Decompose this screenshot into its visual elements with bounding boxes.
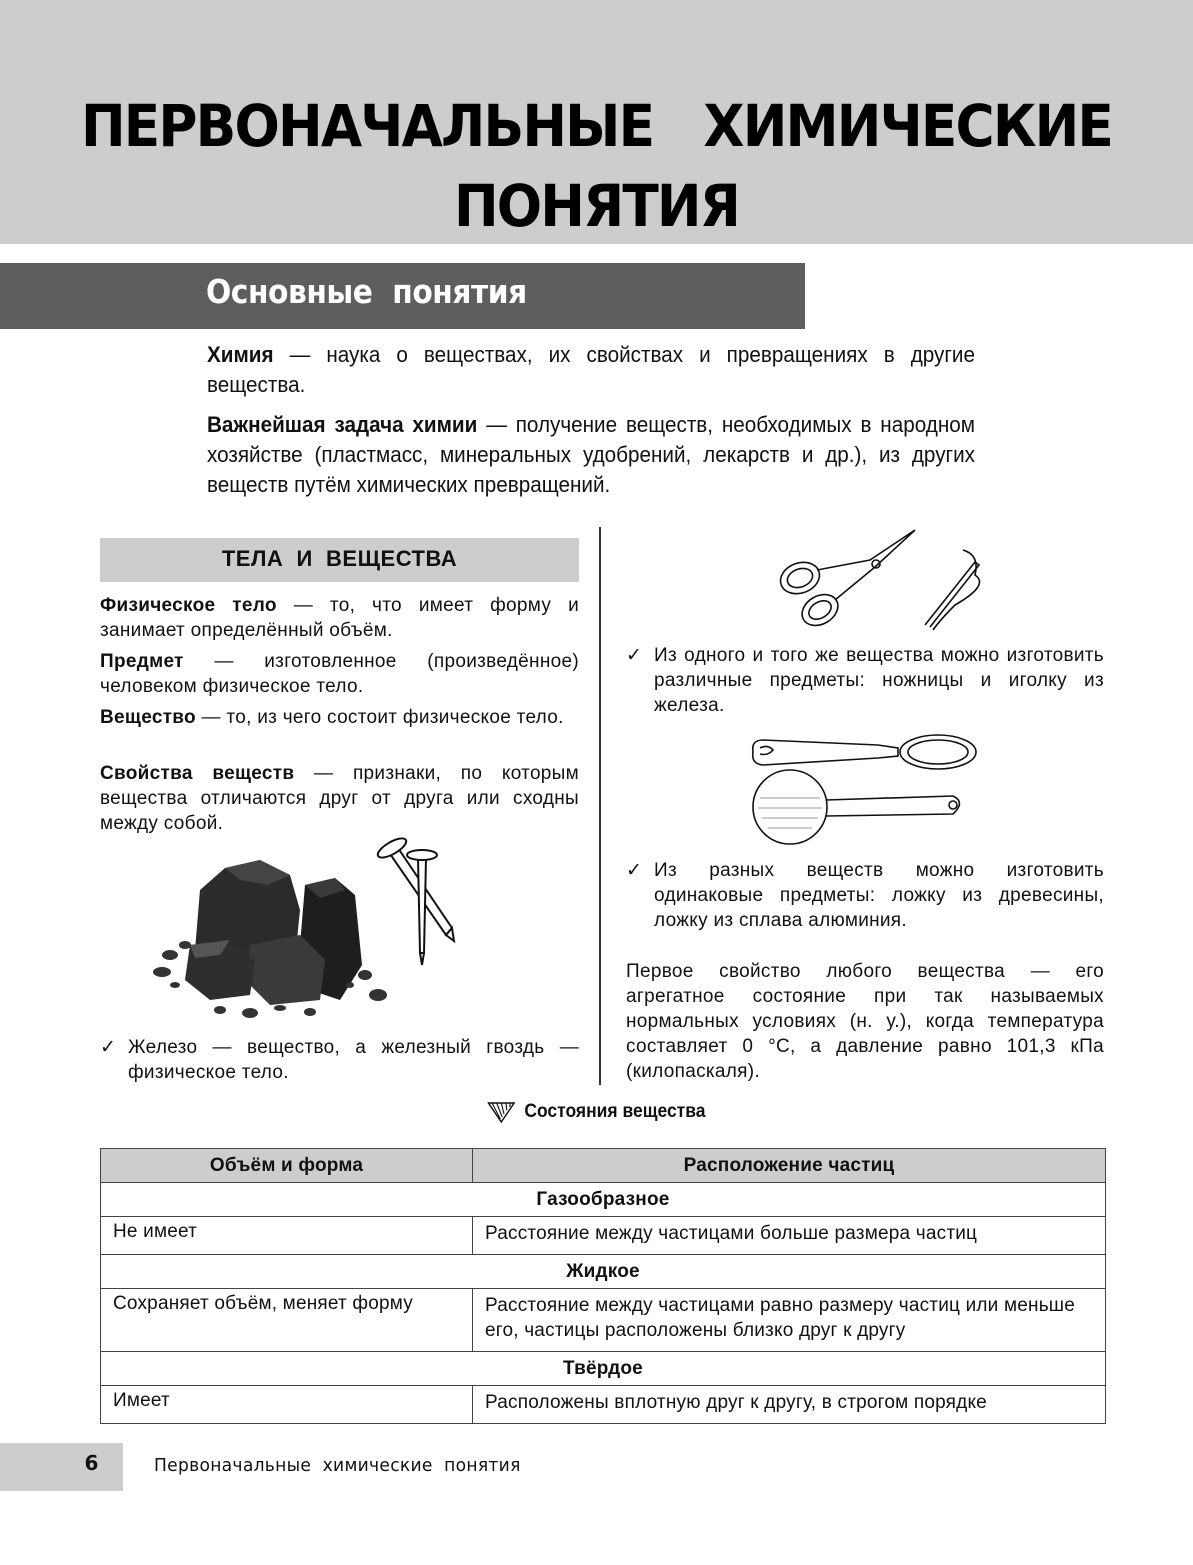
definition-text: — то, что имеет форму и занимает определённый объём. bbox=[100, 595, 579, 641]
definition-text: — изготовленное (произведённое) человеком физическое тело. bbox=[100, 651, 579, 697]
definition-substance bbox=[100, 705, 579, 730]
note-text: Из одного и того же вещества можно изготовить различные предметы: ножницы и иголку из железа. bbox=[654, 645, 1104, 716]
table-row bbox=[101, 1289, 1106, 1352]
cell-volume-shape: Имеет bbox=[101, 1386, 473, 1424]
definition-object bbox=[100, 649, 579, 699]
running-title: Первоначальные химические понятия bbox=[154, 1455, 521, 1476]
page-number: 6 bbox=[84, 1451, 99, 1475]
state-liquid: Жидкое bbox=[101, 1255, 1106, 1289]
aggregate-state-paragraph: Первое свойство любого вещества — его агрегатное состояние при так называемых нормальных условиях (н. у.), когда температура составляет 0 °C, а давление равно 101,3 кПа (килопаскаля). bbox=[626, 961, 1104, 1082]
states-of-matter-table bbox=[100, 1148, 1106, 1424]
table-row bbox=[101, 1217, 1106, 1255]
term-main-task: Важнейшая задача химии bbox=[207, 412, 478, 437]
note-text: Железо — вещество, а железный гвоздь — физическое тело. bbox=[128, 1037, 579, 1083]
hatched-triangle-icon bbox=[488, 1101, 516, 1123]
check-mark-icon: ✓ bbox=[626, 645, 643, 666]
note-same-substance bbox=[626, 643, 1104, 718]
spoons-illustration bbox=[748, 730, 983, 850]
scissors-and-needle-illustration bbox=[775, 525, 995, 635]
note-different-substances bbox=[626, 858, 1104, 933]
table-caption bbox=[48, 1101, 1146, 1123]
iron-nails-illustration bbox=[370, 833, 465, 973]
state-gas: Газообразное bbox=[101, 1183, 1106, 1217]
cell-particles: Расстояние между частицами больше размера частиц bbox=[473, 1217, 1106, 1255]
table-state-row bbox=[101, 1183, 1106, 1217]
column-divider bbox=[599, 527, 601, 1085]
cell-volume-shape: Сохраняет объём, меняет форму bbox=[101, 1289, 473, 1352]
table-row bbox=[101, 1386, 1106, 1424]
subheading-bodies-and-substances: ТЕЛА И ВЕЩЕСТВА bbox=[221, 546, 458, 571]
column-header-volume-shape: Объём и форма bbox=[101, 1149, 473, 1183]
note-iron-vs-nail bbox=[100, 1035, 579, 1085]
section-title: Основные понятия bbox=[206, 272, 527, 311]
definition-text: — то, из чего состоит физическое тело. bbox=[195, 707, 564, 728]
state-solid: Твёрдое bbox=[101, 1352, 1106, 1386]
table-state-row bbox=[101, 1352, 1106, 1386]
definition-term: Предмет bbox=[100, 651, 184, 672]
column-header-particles: Расположение частиц bbox=[473, 1149, 1106, 1183]
term-chemistry: Химия bbox=[207, 342, 274, 367]
intro-paragraph-chemistry bbox=[207, 340, 975, 400]
chapter-title-line-2: ПОНЯТИЯ bbox=[453, 172, 740, 240]
cell-volume-shape: Не имеет bbox=[101, 1217, 473, 1255]
cell-particles: Расположены вплотную друг к другу, в строгом порядке bbox=[473, 1386, 1106, 1424]
table-caption-text: Состояния вещества bbox=[524, 1101, 706, 1123]
definition-term: Физическое тело bbox=[100, 595, 277, 616]
definition-text: — признаки, по которым вещества отличаются друг от друга или сходны между собой. bbox=[100, 763, 579, 834]
intro-paragraph-main-task bbox=[207, 410, 975, 500]
definition-physical-body bbox=[100, 593, 579, 643]
check-mark-icon: ✓ bbox=[100, 1037, 117, 1058]
definition-chemistry: — наука о веществах, их свойствах и превращениях в другие вещества. bbox=[207, 342, 975, 397]
chapter-title-line-1: ПЕРВОНАЧАЛЬНЫЕ ХИМИЧЕСКИЕ bbox=[80, 92, 1113, 160]
table-header-row bbox=[101, 1149, 1106, 1183]
note-text: Из разных веществ можно изготовить одинаковые предметы: ложку из древесины, ложку из сплава алюминия. bbox=[654, 860, 1104, 931]
check-mark-icon: ✓ bbox=[626, 860, 643, 881]
cell-particles: Расстояние между частицами равно размеру частиц или меньше его, частицы расположены близко друг к другу bbox=[473, 1289, 1106, 1352]
definition-properties bbox=[100, 761, 579, 836]
definition-main-task: — получение веществ, необходимых в народном хозяйстве (пластмасс, минеральных удобрений, лекарств и др.), из других веществ путём химических превращений. bbox=[207, 412, 975, 497]
coal-rocks-illustration bbox=[150, 850, 395, 1020]
definition-term: Вещество bbox=[100, 707, 196, 728]
table-state-row bbox=[101, 1255, 1106, 1289]
definition-term: Свойства веществ bbox=[100, 763, 295, 784]
